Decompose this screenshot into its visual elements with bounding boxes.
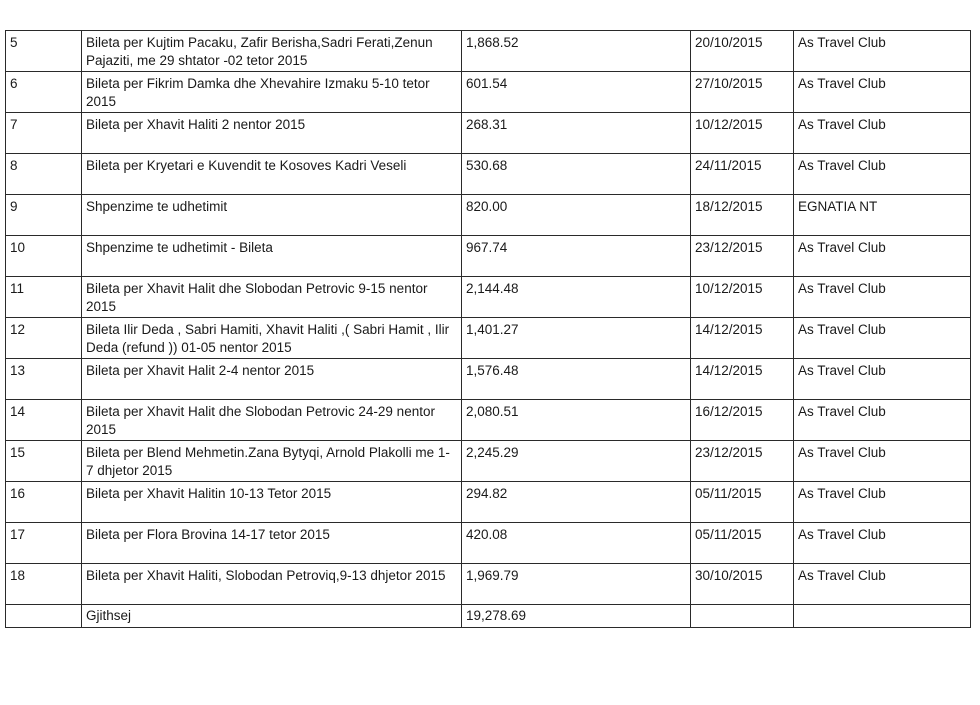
row-date: 27/10/2015 [691, 72, 794, 113]
row-supplier: As Travel Club [794, 482, 971, 523]
row-amount: 1,868.52 [462, 31, 691, 72]
row-date: 10/12/2015 [691, 113, 794, 154]
table-row [6, 72, 971, 113]
row-description: Bileta per Kryetari e Kuvendit te Kosoves Kadri Veseli [82, 154, 462, 195]
row-supplier: As Travel Club [794, 564, 971, 605]
row-date: 10/12/2015 [691, 277, 794, 318]
row-date: 23/12/2015 [691, 441, 794, 482]
table-row [6, 318, 971, 359]
row-date: 14/12/2015 [691, 359, 794, 400]
row-date: 05/11/2015 [691, 523, 794, 564]
row-number: 16 [6, 482, 82, 523]
row-amount: 2,245.29 [462, 441, 691, 482]
table-row [6, 523, 971, 564]
row-amount: 1,576.48 [462, 359, 691, 400]
row-supplier: As Travel Club [794, 277, 971, 318]
row-date: 30/10/2015 [691, 564, 794, 605]
table-row [6, 564, 971, 605]
row-amount: 1,969.79 [462, 564, 691, 605]
row-date: 16/12/2015 [691, 400, 794, 441]
row-number: 10 [6, 236, 82, 277]
row-amount: 420.08 [462, 523, 691, 564]
table-row [6, 359, 971, 400]
row-supplier: As Travel Club [794, 523, 971, 564]
row-description: Shpenzime te udhetimit - Bileta [82, 236, 462, 277]
row-description: Bileta per Kujtim Pacaku, Zafir Berisha,Sadri Ferati,Zenun Pajaziti, me 29 shtator -02 tetor 2015 [82, 31, 462, 72]
row-date: 20/10/2015 [691, 31, 794, 72]
total-amount: 19,278.69 [462, 605, 691, 628]
row-number: 9 [6, 195, 82, 236]
total-supplier-cell [794, 605, 971, 628]
row-date: 23/12/2015 [691, 236, 794, 277]
row-supplier: As Travel Club [794, 72, 971, 113]
row-number: 18 [6, 564, 82, 605]
table-row [6, 154, 971, 195]
row-number: 15 [6, 441, 82, 482]
total-date-cell [691, 605, 794, 628]
row-amount: 530.68 [462, 154, 691, 195]
row-amount: 2,144.48 [462, 277, 691, 318]
row-number: 17 [6, 523, 82, 564]
expense-table [5, 30, 971, 628]
row-number: 11 [6, 277, 82, 318]
row-number: 6 [6, 72, 82, 113]
row-date: 24/11/2015 [691, 154, 794, 195]
row-amount: 2,080.51 [462, 400, 691, 441]
row-date: 05/11/2015 [691, 482, 794, 523]
total-row [6, 605, 971, 628]
row-number: 7 [6, 113, 82, 154]
row-description: Bileta per Blend Mehmetin.Zana Bytyqi, Arnold Plakolli me 1-7 dhjetor 2015 [82, 441, 462, 482]
row-description: Shpenzime te udhetimit [82, 195, 462, 236]
row-number: 5 [6, 31, 82, 72]
row-supplier: As Travel Club [794, 113, 971, 154]
table-row [6, 195, 971, 236]
row-number: 12 [6, 318, 82, 359]
row-amount: 294.82 [462, 482, 691, 523]
table-row [6, 482, 971, 523]
row-amount: 601.54 [462, 72, 691, 113]
row-supplier: As Travel Club [794, 318, 971, 359]
table-row [6, 277, 971, 318]
row-amount: 1,401.27 [462, 318, 691, 359]
row-supplier: As Travel Club [794, 236, 971, 277]
row-supplier: As Travel Club [794, 31, 971, 72]
row-description: Bileta per Xhavit Halit dhe Slobodan Petrovic 9-15 nentor 2015 [82, 277, 462, 318]
row-description: Bileta per Flora Brovina 14-17 tetor 2015 [82, 523, 462, 564]
table-row [6, 400, 971, 441]
row-supplier: As Travel Club [794, 400, 971, 441]
table-row [6, 236, 971, 277]
row-supplier: EGNATIA NT [794, 195, 971, 236]
row-supplier: As Travel Club [794, 359, 971, 400]
row-description: Bileta per Xhavit Halitin 10-13 Tetor 2015 [82, 482, 462, 523]
table-row [6, 113, 971, 154]
row-date: 18/12/2015 [691, 195, 794, 236]
total-number-cell [6, 605, 82, 628]
row-description: Bileta Ilir Deda , Sabri Hamiti, Xhavit Haliti ,( Sabri Hamit , Ilir Deda (refund )) 01-05 nentor 2015 [82, 318, 462, 359]
row-number: 8 [6, 154, 82, 195]
row-number: 14 [6, 400, 82, 441]
row-amount: 268.31 [462, 113, 691, 154]
row-description: Bileta per Xhavit Haliti 2 nentor 2015 [82, 113, 462, 154]
table-row [6, 441, 971, 482]
row-date: 14/12/2015 [691, 318, 794, 359]
row-description: Bileta per Xhavit Haliti, Slobodan Petroviq,9-13 dhjetor 2015 [82, 564, 462, 605]
row-description: Bileta per Xhavit Halit 2-4 nentor 2015 [82, 359, 462, 400]
row-supplier: As Travel Club [794, 154, 971, 195]
row-description: Bileta per Fikrim Damka dhe Xhevahire Izmaku 5-10 tetor 2015 [82, 72, 462, 113]
row-amount: 820.00 [462, 195, 691, 236]
table-row [6, 31, 971, 72]
total-label: Gjithsej [82, 605, 462, 628]
row-number: 13 [6, 359, 82, 400]
row-amount: 967.74 [462, 236, 691, 277]
row-supplier: As Travel Club [794, 441, 971, 482]
row-description: Bileta per Xhavit Halit dhe Slobodan Petrovic 24-29 nentor 2015 [82, 400, 462, 441]
